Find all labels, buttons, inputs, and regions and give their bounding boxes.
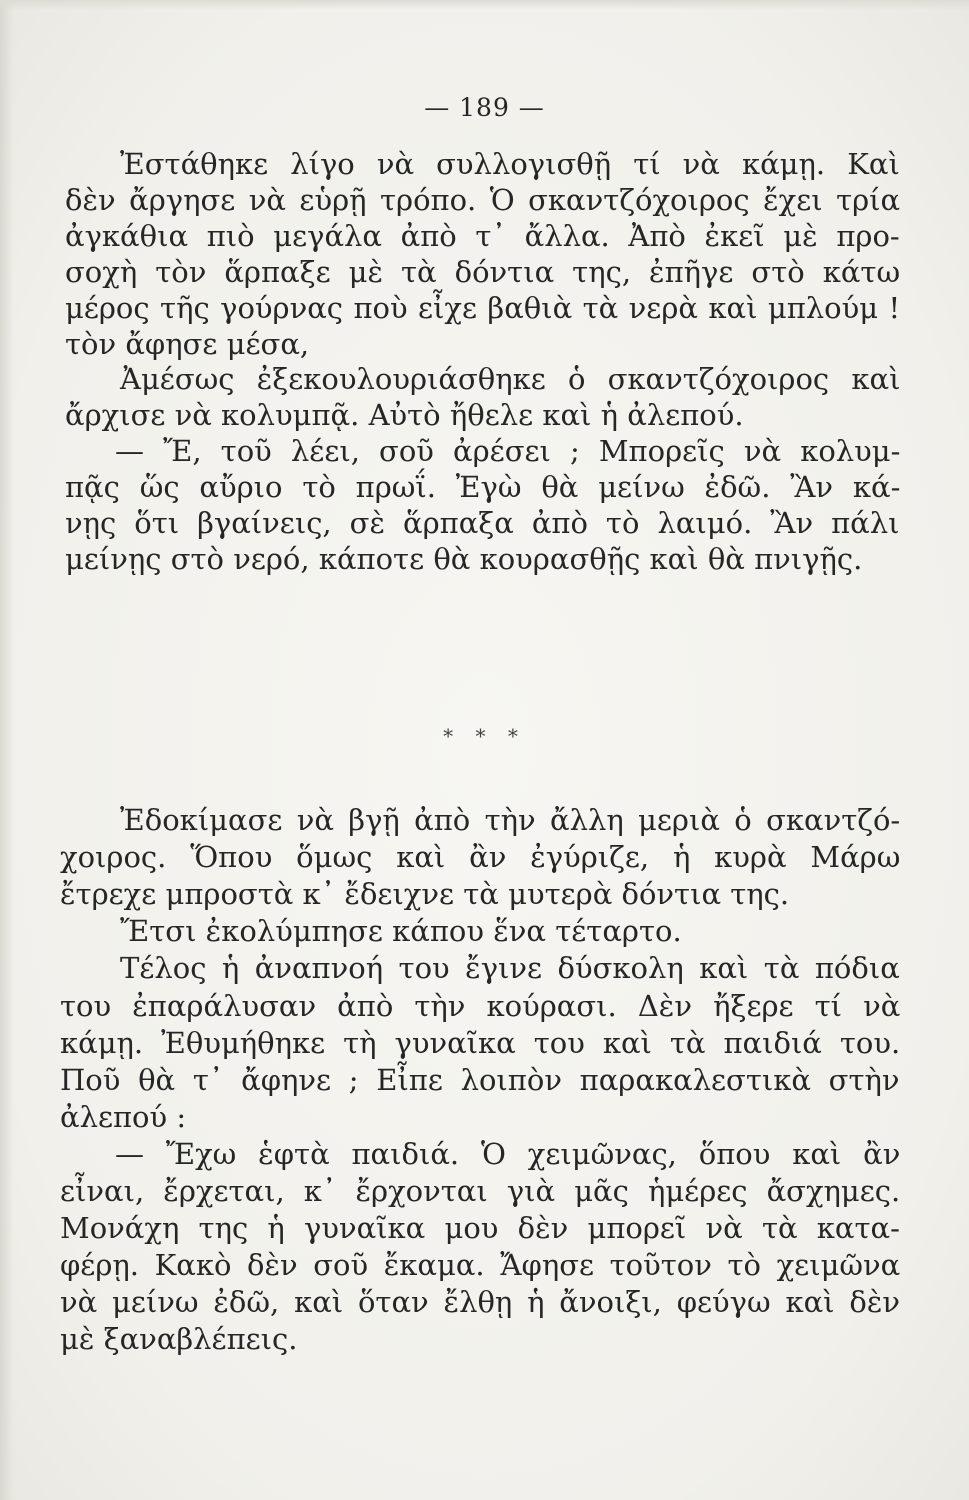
text-line: πᾷς ὥς αὔριο τὸ πρωΐ. Ἐγὼ θὰ μείνω ἐδῶ. Ἂν κά- (65, 470, 901, 504)
page-number: — 189 — (424, 93, 545, 122)
text-line: σοχὴ τὸν ἅρπαξε μὲ τὰ δόντια της, ἐπῆγε στὸ κάτω (65, 255, 901, 289)
text-line: τὸν ἄφησε μέσα, (65, 327, 310, 361)
text-line: του ἐπαράλυσαν ἀπὸ τὴν κούρασι. Δὲν ἤξερε τί νὰ (60, 989, 901, 1023)
page-shadow-left (0, 0, 14, 1500)
text-line: ἔτρεχε μπροστὰ κ᾽ ἔδειχνε τὰ μυτερὰ δόντια της. (60, 877, 790, 911)
text-line: Ἔτσι ἐκολύμπησε κάπου ἕνα τέταρτο. (120, 914, 682, 948)
text-line: ἀλεπού : (60, 1100, 187, 1134)
text-line: φέρῃ. Κακὸ δὲν σοῦ ἔκαμα. Ἄφησε τοῦτον τὸ χειμῶνα (60, 1248, 901, 1282)
section-separator: * * * (443, 724, 526, 748)
text-line: νῃς ὅτι βγαίνεις, σὲ ἅρπαξα ἀπὸ τὸ λαιμό. Ἂν πάλι (65, 506, 900, 540)
text-line: ἀγκάθια πιὸ μεγάλα ἀπὸ τ᾽ ἄλλα. Ἀπὸ ἐκεῖ μὲ προ- (65, 219, 900, 253)
text-line: μὲ ξαναβλέπεις. (60, 1322, 298, 1356)
text-line: Ἐδοκίμασε νὰ βγῇ ἀπὸ τὴν ἄλλη μεριὰ ὁ σκαντζό- (120, 803, 901, 837)
text-line: χοιρος. Ὅπου ὅμως καὶ ἂν ἐγύριζε, ἡ κυρὰ Μάρω (60, 840, 901, 874)
text-line: Τέλος ἡ ἀναπνοή του ἔγινε δύσκολη καὶ τὰ πόδια (120, 951, 900, 985)
text-line: εἶναι, ἔρχεται, κ᾽ ἔρχονται γιὰ μᾶς ἡμέρες ἄσχημες. (60, 1174, 901, 1208)
text-line: νὰ μείνω ἐδῶ, καὶ ὅταν ἔλθῃ ἡ ἄνοιξι, φεύγω καὶ δὲν (60, 1285, 901, 1319)
text-line: — Ἔχω ἑφτὰ παιδιά. Ὁ χειμῶνας, ὅπου καὶ ἂν (115, 1137, 901, 1171)
text-line: Ποῦ θὰ τ᾽ ἄφηνε ; Εἶπε λοιπὸν παρακαλεστικὰ στὴν (60, 1063, 900, 1097)
text-line: Ἐστάθηκε λίγο νὰ συλλογισθῇ τί νὰ κάμῃ. Καὶ (120, 147, 900, 181)
text-line: ἄρχισε νὰ κολυμπᾷ. Αὐτὸ ἤθελε καὶ ἡ ἀλεπού. (65, 398, 744, 432)
text-line: μείνῃς στὸ νερό, κάποτε θὰ κουρασθῇς καὶ θὰ πνιγῇς. (65, 542, 863, 576)
text-line: Ἀμέσως ἐξεκουλουριάσθηκε ὁ σκαντζόχοιρος καὶ (120, 362, 901, 396)
text-line: δὲν ἄργησε νὰ εὑρῇ τρόπο. Ὁ σκαντζόχοιρος ἔχει τρία (65, 183, 901, 217)
text-line: μέρος τῆς γούρνας ποὺ εἶχε βαθιὰ τὰ νερὰ καὶ μπλούμ ! (65, 291, 901, 325)
text-line: — Ἔ, τοῦ λέει, σοῦ ἀρέσει ; Μπορεῖς νὰ κολυμ- (115, 434, 901, 468)
text-line: κάμῃ. Ἐθυμήθηκε τὴ γυναῖκα του καὶ τὰ παιδιά του. (60, 1026, 901, 1060)
text-line: Μονάχη της ἡ γυναῖκα μου δὲν μπορεῖ νὰ τὰ κατα- (60, 1211, 900, 1245)
page-shadow-top (0, 0, 969, 10)
